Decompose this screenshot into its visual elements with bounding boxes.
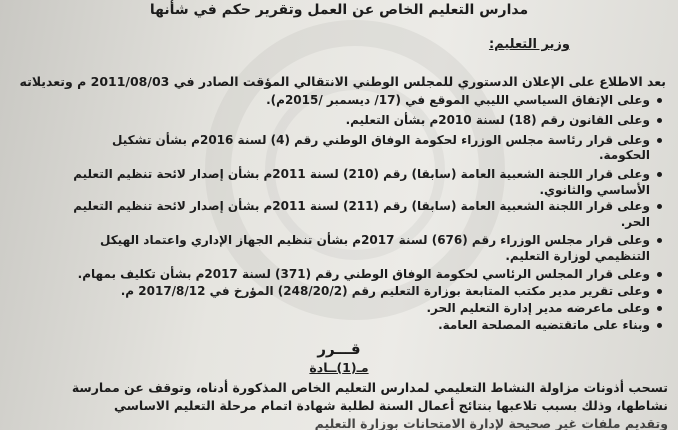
list-item: وعلى قرار مجلس الوزراء رقم (676) لسنة 2017م بشأن تنظيم الجهاز الإداري واعتماد الهيكل: [10, 232, 650, 248]
minister-heading: وزير التعليم:: [488, 37, 570, 52]
article-heading: مـ(1)ــادة: [309, 360, 369, 375]
list-item-continuation: التنظيمي لوزارة التعليم.: [505, 249, 650, 263]
list-item: وعلى الإتفاق السياسي الليبي الموقع في (17/ ديسمبر /2015م).: [10, 92, 650, 108]
list-item-continuation: الحر.: [620, 215, 650, 229]
article-text-line: نشاطها، وذلك بسبب تلاعبها بنتائج أعمال السنة لطلبة شهادة اتمام مرحلة التعليم الاساسي: [113, 398, 668, 413]
list-item: وبناء على ماتقتضيه المصلحة العامة.: [10, 317, 650, 333]
decree-heading: قـــرر: [317, 340, 361, 358]
list-item: وعلى قرار رئاسة مجلس الوزراء لحكومة الوفاق الوطني رقم (4) لسنة 2016م بشأن تشكيل: [10, 132, 650, 148]
article-text-line: تسحب أذونات مزاولة النشاط التعليمي لمدارس التعليم الخاص المذكورة أدناه، وتوقف عن ممارسة: [71, 380, 668, 395]
document-title: مدارس التعليم الخاص عن العمل وتقرير حكم في شأنها: [149, 2, 529, 18]
list-item-continuation: الأساسي والثانوي.: [539, 183, 650, 197]
list-item-continuation: الحكومة.: [598, 148, 650, 162]
list-item: وعلى ماعرضه مدير إدارة التعليم الحر.: [10, 300, 650, 316]
preamble-text: بعد الاطلاع على الإعلان الدستوري للمجلس الوطني الانتقالي المؤقت الصادر في 2011/08/03 م وتعديلاته: [19, 74, 666, 89]
article-text-line: وتقديم ملفات غير صحيحة لإدارة الامتحانات بوزارة التعليم: [314, 416, 668, 430]
list-item: وعلى القانون رقم (18) لسنة 2010م بشأن التعليم.: [10, 112, 650, 128]
list-item: وعلى قرار اللجنة الشعبية العامة (سابقا) رقم (210) لسنة 2011م بشأن إصدار لائحة تنظيم التعليم: [10, 166, 650, 182]
list-item: وعلى قرار المجلس الرئاسي لحكومة الوفاق الوطني رقم (371) لسنة 2017م بشأن تكليف بمهام.: [10, 266, 650, 282]
list-item: وعلى قرار اللجنة الشعبية العامة (سابقا) رقم (211) لسنة 2011م بشأن إصدار لائحة تنظيم التعليم: [10, 198, 650, 214]
list-item: وعلى تقرير مدير مكتب المتابعة بوزارة التعليم رقم (248/20/2) المؤرخ في 2017/8/12 م.: [10, 283, 650, 299]
